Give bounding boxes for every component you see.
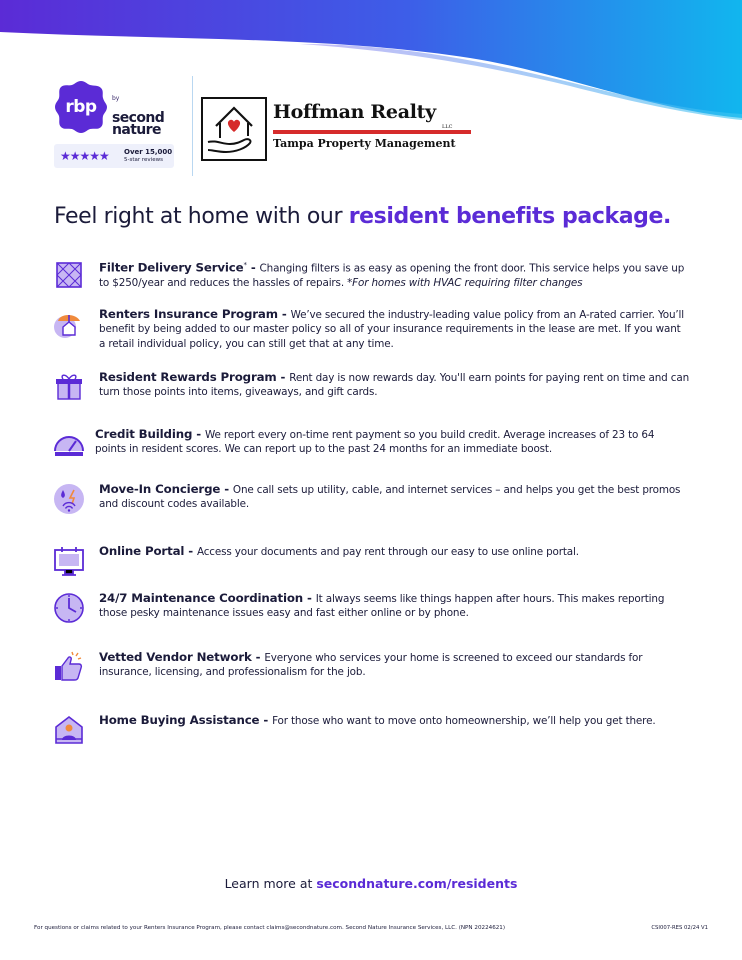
benefit-desc: We report every on-time rent payment so you build credit. Average increases of 23 to 64 points in resident scores. We can report up to the past 24 months for an immediate boost. <box>95 429 655 456</box>
benefit-separator: - <box>251 650 265 664</box>
benefit-separator: - <box>276 370 290 384</box>
benefit-text <box>99 650 689 680</box>
benefit-text <box>99 544 689 559</box>
five-star-icon: ★★★★★ <box>60 149 109 163</box>
umbrella-house-icon <box>52 307 86 341</box>
hoffman-subtitle: Tampa Property Management <box>273 137 456 150</box>
benefit-text <box>99 482 689 512</box>
benefit-text <box>99 370 689 400</box>
reviews-badge <box>54 144 174 168</box>
benefit-separator: - <box>303 591 316 605</box>
hoffman-llc: LLC <box>442 124 453 130</box>
hoffman-red-bar <box>273 130 471 134</box>
benefit-desc: Rent day is now rewards day. You'll earn points for paying rent on time and can turn those points into items, giveaways, and gift cards. <box>99 372 689 399</box>
benefit-separator: - <box>220 482 233 496</box>
benefit-text <box>99 713 689 728</box>
benefit-desc: Everyone who services your home is screened to exceed our standards for insurance, licensing, and professionalism for the job. <box>99 652 643 679</box>
learn-more-lead: Learn more at <box>224 876 317 891</box>
rbp-badge-text: rbp <box>65 97 97 117</box>
learn-more-link[interactable]: secondnature.com/residents <box>316 876 518 891</box>
by-text: by <box>112 95 120 102</box>
reviews-label: 5-star reviews <box>124 157 163 163</box>
benefit-title: Vetted Vendor Network <box>99 650 252 664</box>
benefit-desc: One call sets up utility, cable, and internet services – and helps you get the best promos and discount codes available. <box>99 484 681 511</box>
benefit-separator: - <box>192 427 205 441</box>
gift-icon <box>52 370 86 404</box>
benefit-desc: We’ve secured the industry-leading value policy from an A-rated carrier. You’ll benefit by being added to our master policy so all of your insurance requirements in the lease are met. If you want a retail individual policy, you can still get that at any time. <box>99 309 685 350</box>
brand-line-1: second <box>112 110 165 126</box>
benefit-title: Resident Rewards Program <box>99 370 277 384</box>
home-buying-icon <box>52 713 86 747</box>
second-nature-wordmark <box>112 96 176 137</box>
benefit-title: Filter Delivery Service <box>99 260 244 275</box>
benefit-title: Credit Building <box>95 427 193 441</box>
brand-line-2: nature <box>112 122 161 138</box>
benefit-text <box>99 258 689 290</box>
title-highlight: resident benefits package. <box>348 204 671 229</box>
benefit-title: Home Buying Assistance <box>99 713 260 727</box>
benefit-desc: Access your documents and pay rent through our easy to use online portal. <box>196 546 579 558</box>
benefit-text <box>99 591 689 621</box>
benefit-separator: - <box>246 260 260 275</box>
learn-more <box>0 876 742 891</box>
benefit-desc: It always seems like things happen after hours. This makes reporting those pesky maintenance issues easy and fast either online or by phone. <box>99 593 665 620</box>
benefit-title: 24/7 Maintenance Coordination <box>99 591 304 605</box>
benefit-text <box>95 427 685 457</box>
benefit-title: Renters Insurance Program <box>99 307 278 321</box>
benefit-desc: For those who want to move onto homeownership, we’ll help you get there. <box>272 715 656 727</box>
title-lead: Feel right at home with our <box>54 204 349 229</box>
benefit-title: Move-In Concierge <box>99 482 221 496</box>
benefit-separator: - <box>184 544 197 558</box>
air-filter-icon <box>52 258 86 292</box>
logo-divider <box>192 76 193 176</box>
benefit-desc: Changing filters is as easy as opening the front door. This service helps you save up to $250/year and reduces the hassles of repairs. <box>99 262 685 289</box>
benefit-text <box>99 307 689 351</box>
hoffman-realty-logo <box>200 96 480 162</box>
reviews-count: Over 15,000 <box>124 148 173 156</box>
benefit-separator: - <box>259 713 273 727</box>
footer-code: CSI007-RES 02/24 V1 <box>651 925 708 931</box>
house-heart-hand-icon <box>200 96 268 162</box>
thumbs-up-icon <box>52 650 86 684</box>
credit-gauge-icon <box>52 427 86 461</box>
benefit-note: *For homes with HVAC requiring filter changes <box>347 276 583 289</box>
clock-icon <box>52 591 86 625</box>
online-portal-icon <box>52 544 86 578</box>
benefit-title: Online Portal <box>99 544 185 558</box>
benefit-footnote-mark: * <box>243 261 247 269</box>
footer-disclaimer: For questions or claims related to your Renters Insurance Program, please contact claims@secondnature.com. Second Nature Insurance Services, LLC. (NPN 20224621) <box>34 925 506 931</box>
benefit-separator: - <box>277 307 291 321</box>
utilities-icon <box>52 482 86 516</box>
page-title <box>54 204 671 229</box>
hoffman-name: Hoffman Realty <box>273 101 436 123</box>
